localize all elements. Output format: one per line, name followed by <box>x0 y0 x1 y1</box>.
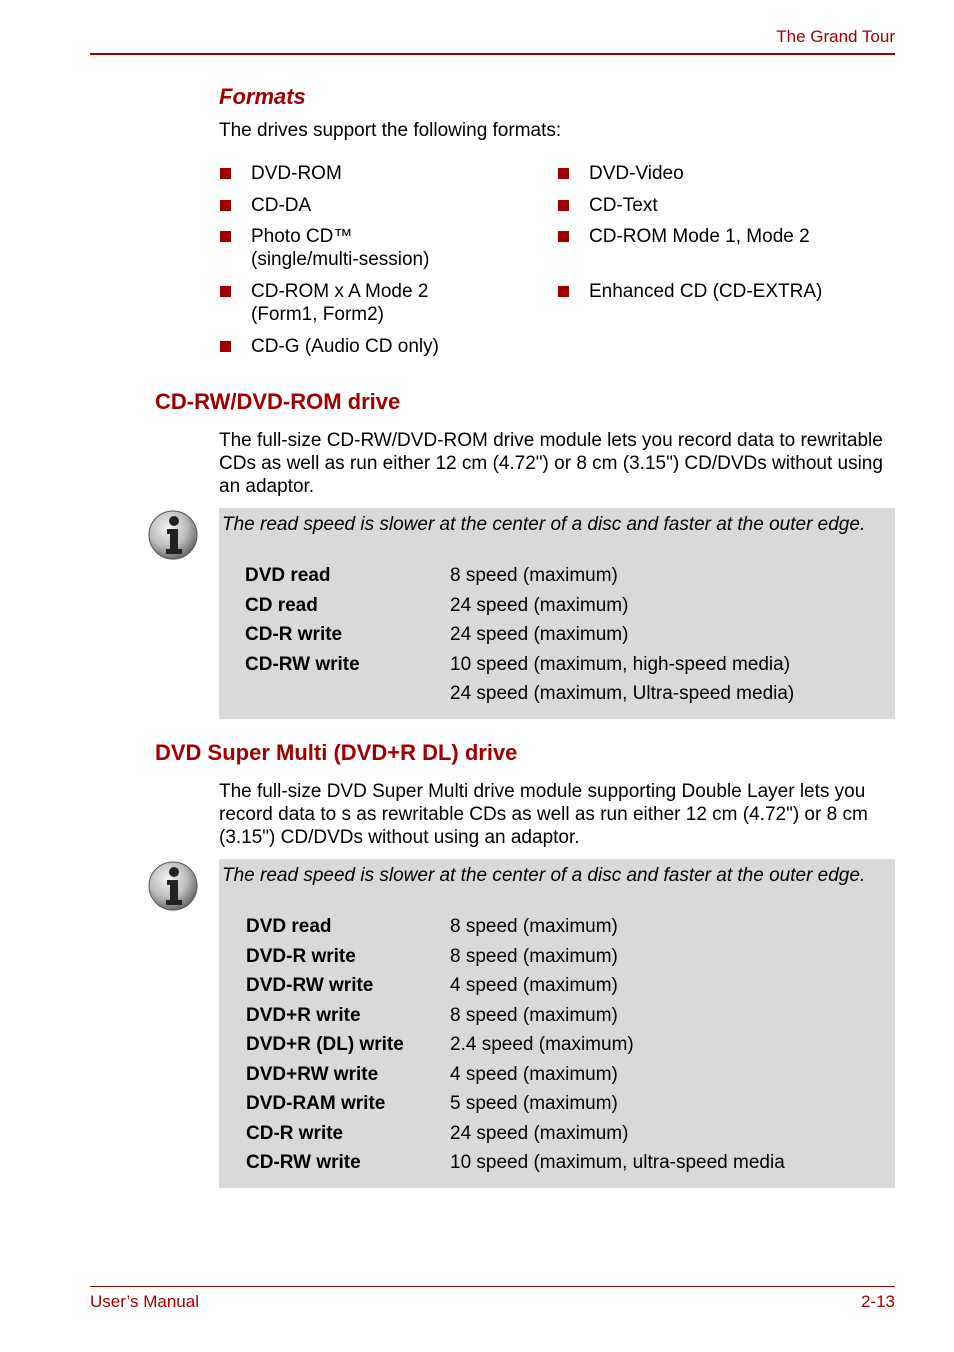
spec-value: 24 speed (maximum) <box>450 1123 629 1144</box>
spec-label: DVD-RAM write <box>246 1093 386 1114</box>
spec-value: 8 speed (maximum) <box>450 946 618 967</box>
bullet-icon <box>558 200 569 211</box>
spec-value: 24 speed (maximum) <box>450 624 629 645</box>
spec-label: DVD+RW write <box>246 1064 379 1085</box>
spec-value: 8 speed (maximum) <box>450 565 618 586</box>
spec-value: 2.4 speed (maximum) <box>450 1034 634 1055</box>
cdrw-note <box>219 508 895 719</box>
bullet-icon <box>558 286 569 297</box>
note-text: The read speed is slower at the center of a disc and faster at the outer edge. <box>222 865 866 886</box>
spec-value: 10 speed (maximum, high-speed media) <box>450 654 791 675</box>
footer-title: User’s Manual <box>90 1292 199 1311</box>
spec-label: DVD-R write <box>246 946 356 967</box>
running-header: The Grand Tour <box>776 27 895 46</box>
header-rule <box>90 53 895 55</box>
spec-value: 8 speed (maximum) <box>450 1005 618 1026</box>
footer-rule <box>90 1286 895 1287</box>
spec-value: 4 speed (maximum) <box>450 975 618 996</box>
info-icon <box>147 509 199 566</box>
page-number: 2-13 <box>860 1292 895 1311</box>
bullet-icon <box>558 168 569 179</box>
spec-label: DVD read <box>245 565 331 586</box>
spec-label: DVD+R write <box>246 1005 361 1026</box>
spec-label: CD-RW write <box>246 1152 361 1173</box>
bullet-icon <box>220 341 231 352</box>
cdrw-heading: CD-RW/DVD-ROM drive <box>155 389 401 414</box>
spec-label: CD read <box>245 595 318 616</box>
spec-label: CD-R write <box>246 1123 344 1144</box>
dvdsm-body: The full-size DVD Super Multi drive module supporting Double Layer lets you record data to s as rewritable CDs as well as run either 12 cm (4.72") or 8 cm (3.15") CD/DVDs without using an adaptor. <box>219 781 868 848</box>
dvdsm-heading: DVD Super Multi (DVD+R DL) drive <box>155 740 518 765</box>
bullet-icon <box>220 286 231 297</box>
spec-label: CD-RW write <box>245 654 360 675</box>
spec-value: 24 speed (maximum, Ultra-speed media) <box>450 683 795 704</box>
spec-label: DVD-RW write <box>246 975 374 996</box>
spec-label: DVD read <box>246 916 332 937</box>
spec-value: 5 speed (maximum) <box>450 1093 618 1114</box>
bullet-icon <box>220 231 231 242</box>
note-text: The read speed is slower at the center of a disc and faster at the outer edge. <box>222 514 866 535</box>
spec-label: CD-R write <box>245 624 343 645</box>
spec-value: 10 speed (maximum, ultra-speed media <box>450 1152 785 1173</box>
spec-label: DVD+R (DL) write <box>246 1034 404 1055</box>
info-icon <box>147 860 199 917</box>
spec-value: 4 speed (maximum) <box>450 1064 618 1085</box>
bullet-icon <box>558 231 569 242</box>
spec-value: 24 speed (maximum) <box>450 595 629 616</box>
cdrw-body: The full-size CD-RW/DVD-ROM drive module lets you record data to rewritable CDs as well as run either 12 cm (4.72") or 8 cm (3.15") CD/DVDs without using an adaptor. <box>219 430 883 497</box>
dvdsm-note <box>219 859 895 1188</box>
bullet-icon <box>220 168 231 179</box>
formats-intro: The drives support the following formats: <box>219 120 562 141</box>
formats-heading: Formats <box>219 84 306 109</box>
bullet-icon <box>220 200 231 211</box>
spec-value: 8 speed (maximum) <box>450 916 618 937</box>
